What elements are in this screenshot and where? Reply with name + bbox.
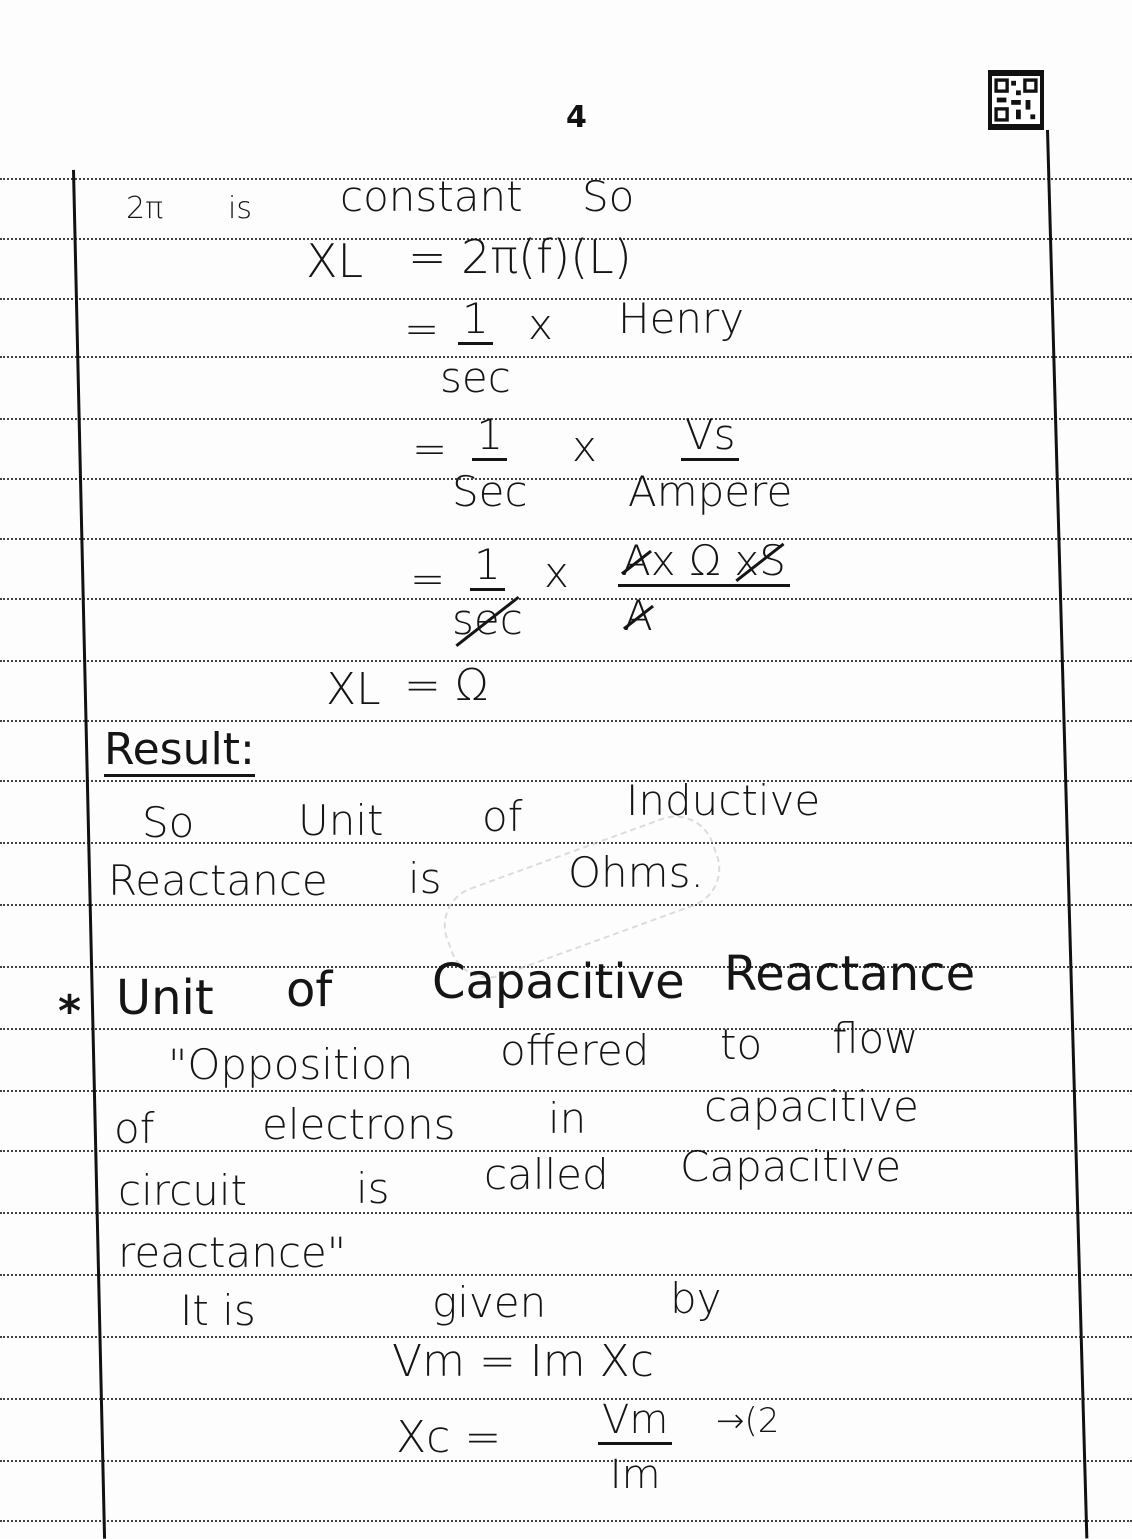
xl-symbol: XL <box>326 664 381 715</box>
ruled-line <box>0 720 1132 722</box>
xl-formula: = 2π(f)(L) <box>408 230 632 284</box>
equation-reference: →(2 <box>716 1401 780 1441</box>
denominator: Ampere <box>628 467 793 516</box>
ohm-term: x Ω <box>650 536 722 585</box>
ruled-line <box>0 660 1132 662</box>
bullet-star: * <box>58 986 82 1037</box>
qr-code-icon <box>988 70 1044 130</box>
heading-word: Capacitive <box>432 954 685 1010</box>
heading-word: Reactance <box>724 946 976 1002</box>
word: to <box>720 1020 763 1069</box>
word: in <box>548 1094 587 1143</box>
word: It is <box>180 1286 256 1335</box>
denominator: sec <box>440 353 511 402</box>
times: x <box>544 548 569 597</box>
word: Capacitive <box>680 1142 902 1191</box>
result-heading: Result: <box>104 724 255 775</box>
ruled-line <box>0 598 1132 600</box>
word: is <box>356 1164 390 1213</box>
ruled-line <box>0 538 1132 540</box>
unit-henry: Henry <box>618 294 745 343</box>
xl-symbol: XL <box>306 234 364 288</box>
denominator-struck: A <box>624 591 653 640</box>
fraction <box>618 536 790 640</box>
denominator: Im <box>609 1452 661 1498</box>
word: So <box>582 172 635 221</box>
ruled-line <box>0 178 1132 180</box>
ruled-line <box>0 1090 1132 1092</box>
word: circuit <box>118 1166 247 1215</box>
word: capacitive <box>704 1082 919 1131</box>
word: called <box>484 1150 609 1199</box>
heading-word: of <box>286 962 333 1018</box>
denominator-struck: sec <box>452 595 523 644</box>
denominator: Sec <box>452 467 528 516</box>
times: x <box>528 300 553 349</box>
word: of <box>114 1104 155 1153</box>
page-number: 4 <box>566 100 587 135</box>
times: x <box>572 422 597 471</box>
word: So <box>142 798 195 847</box>
fraction <box>440 294 511 402</box>
ruled-line <box>0 780 1132 782</box>
ruled-line <box>0 1398 1132 1400</box>
word: reactance" <box>118 1228 347 1277</box>
word: constant <box>340 172 523 221</box>
word: Reactance <box>108 856 328 905</box>
ruled-line <box>0 478 1132 480</box>
word: Inductive <box>626 776 821 825</box>
word: is <box>228 191 252 226</box>
ampere-struck: A <box>622 536 651 585</box>
fraction <box>628 410 793 516</box>
fraction <box>598 1397 672 1498</box>
ruled-line <box>0 418 1132 420</box>
numerator: Vs <box>681 414 740 461</box>
numerator <box>618 536 790 587</box>
numerator: Vm <box>598 1400 672 1445</box>
equals: = <box>412 424 448 473</box>
word: given <box>432 1278 547 1327</box>
word: flow <box>832 1014 919 1063</box>
right-margin-line <box>1046 130 1088 1539</box>
word: offered <box>500 1026 650 1075</box>
equation-vm: Vm = Im Xc <box>392 1336 654 1387</box>
numerator: 1 <box>458 298 493 345</box>
ruled-line <box>0 1520 1132 1522</box>
heading-word: Unit <box>116 970 214 1026</box>
word: Ohms. <box>568 848 704 897</box>
fraction <box>452 410 528 516</box>
xc-lhs: Xc = <box>396 1412 502 1463</box>
numerator: 1 <box>470 544 505 591</box>
two-pi: 2π <box>126 191 164 226</box>
word: of <box>482 792 523 841</box>
word: "Opposition <box>168 1040 414 1089</box>
second-struck: xS <box>734 536 786 585</box>
word: by <box>670 1274 722 1323</box>
numerator: 1 <box>472 414 507 461</box>
xl-result: = Ω <box>404 660 489 711</box>
ruled-line <box>0 356 1132 358</box>
word: electrons <box>262 1100 456 1149</box>
word: Unit <box>298 796 384 845</box>
equals: = <box>410 554 446 603</box>
ruled-line <box>0 1460 1132 1462</box>
ruled-line <box>0 298 1132 300</box>
equals: = <box>404 304 440 353</box>
left-margin-line <box>72 170 106 1539</box>
word: is <box>408 854 442 903</box>
fraction <box>452 540 523 644</box>
